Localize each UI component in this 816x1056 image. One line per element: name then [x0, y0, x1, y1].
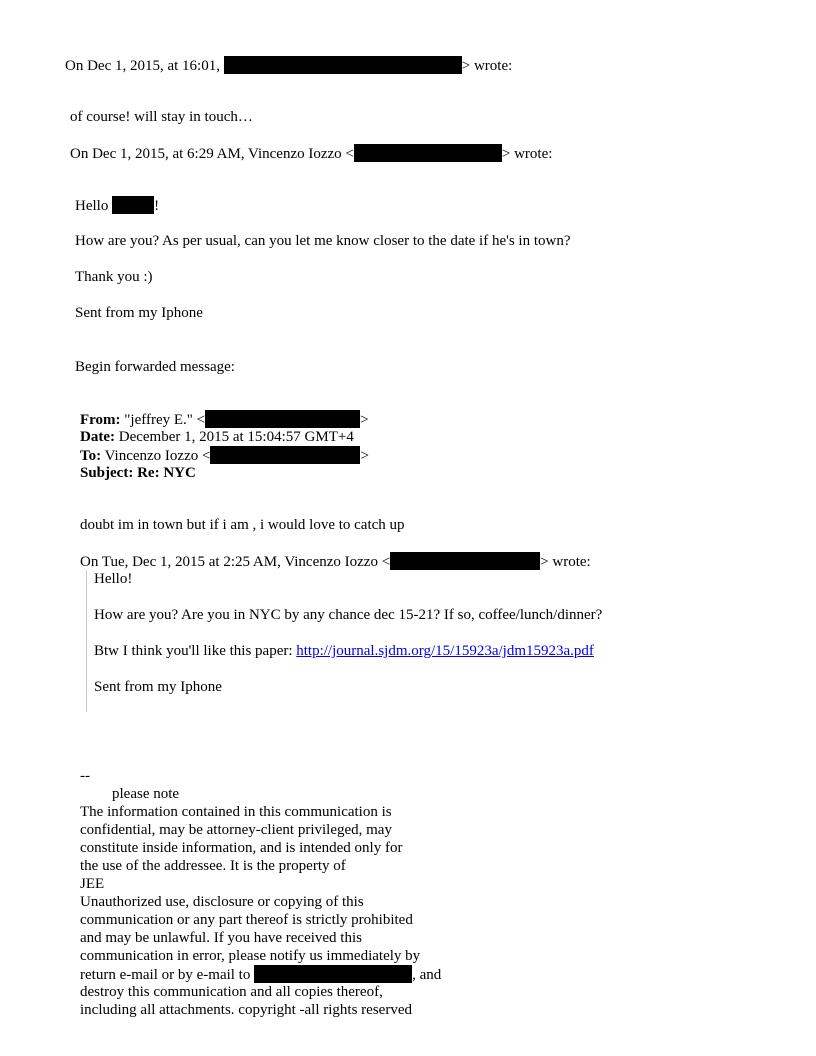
disclaimer-line: constitute inside information, and is intended only for [80, 840, 403, 856]
to-label: To: [80, 448, 102, 464]
signature-dash: -- [80, 768, 90, 784]
redacted-block [390, 552, 540, 570]
date-line [80, 428, 354, 446]
from-value: "jeffrey E." < [120, 412, 206, 428]
header-prefix: On Dec 1, 2015, at 16:01, [65, 58, 224, 74]
forwarded-label: Begin forwarded message: [75, 359, 235, 375]
disclaimer-line: confidential, may be attorney-client privileged, may [80, 822, 392, 838]
redacted-block [210, 446, 360, 464]
redacted-block [224, 56, 462, 74]
please-note: please note [112, 786, 180, 802]
question-text: How are you? As per usual, can you let me know closer to the date if he's in town? [75, 233, 571, 249]
btw-text: Btw I think you'll like this paper: [94, 643, 297, 659]
vincenzo-header [70, 144, 552, 163]
redacted-block [254, 965, 412, 983]
disclaimer-line: The information contained in this communication is [80, 804, 392, 820]
header-suffix: > wrote: [461, 58, 513, 74]
from-label: From: [80, 412, 121, 428]
reply-body: of course! will stay in touch… [70, 109, 253, 125]
reply-header [65, 56, 512, 75]
quote-bar [86, 570, 87, 712]
disclaimer-line: and may be unlawful. If you have received this [80, 930, 362, 946]
from-close: > [360, 412, 369, 428]
greeting-text: Hello [75, 198, 113, 214]
redacted-block [354, 144, 502, 162]
original-question: How are you? Are you in NYC by any chance dec 15-21? If so, coffee/lunch/dinner? [94, 607, 603, 623]
quote-header-suffix: > wrote: [540, 554, 591, 570]
disclaimer-line: destroy this communication and all copies thereof, [80, 984, 383, 1000]
redacted-block [112, 196, 154, 214]
return-prefix: return e-mail or by e-mail to [80, 967, 255, 983]
subject-line: Subject: Re: NYC [80, 465, 196, 481]
return-suffix: , and [412, 967, 442, 983]
vincenzo-header-suffix: > wrote: [501, 146, 553, 162]
paper-link[interactable]: http://journal.sjdm.org/15/15923a/jdm15923a.pdf [296, 643, 594, 659]
date-label: Date: [80, 429, 115, 445]
quote-header-prefix: On Tue, Dec 1, 2015 at 2:25 AM, Vincenzo Iozzo < [80, 554, 391, 570]
original-sent: Sent from my Iphone [94, 679, 222, 695]
greeting [75, 196, 159, 215]
disclaimer-line: including all attachments. copyright -all rights reserved [80, 1002, 412, 1018]
to-value: Vincenzo Iozzo < [101, 448, 211, 464]
disclaimer-line: the use of the addressee. It is the property of [80, 858, 346, 874]
disclaimer-line: JEE [80, 876, 105, 892]
forwarded-body: doubt im in town but if i am , i would love to catch up [80, 517, 405, 533]
quote-header [80, 552, 591, 571]
redacted-block [205, 410, 360, 428]
vincenzo-header-prefix: On Dec 1, 2015, at 6:29 AM, Vincenzo Iozzo < [70, 146, 354, 162]
disclaimer-return-line [80, 965, 441, 984]
disclaimer-line: communication in error, please notify us immediately by [80, 948, 421, 964]
greeting-punct: ! [154, 198, 160, 214]
disclaimer-line: Unauthorized use, disclosure or copying of this [80, 894, 364, 910]
to-close: > [360, 448, 369, 464]
date-value: December 1, 2015 at 15:04:57 GMT+4 [114, 429, 354, 445]
sent-from-text: Sent from my Iphone [75, 305, 203, 321]
original-hello: Hello! [94, 571, 133, 587]
from-line [80, 410, 369, 429]
thanks-text: Thank you :) [75, 269, 153, 285]
to-line [80, 446, 369, 465]
original-btw [94, 642, 594, 660]
disclaimer-line: communication or any part thereof is strictly prohibited [80, 912, 413, 928]
